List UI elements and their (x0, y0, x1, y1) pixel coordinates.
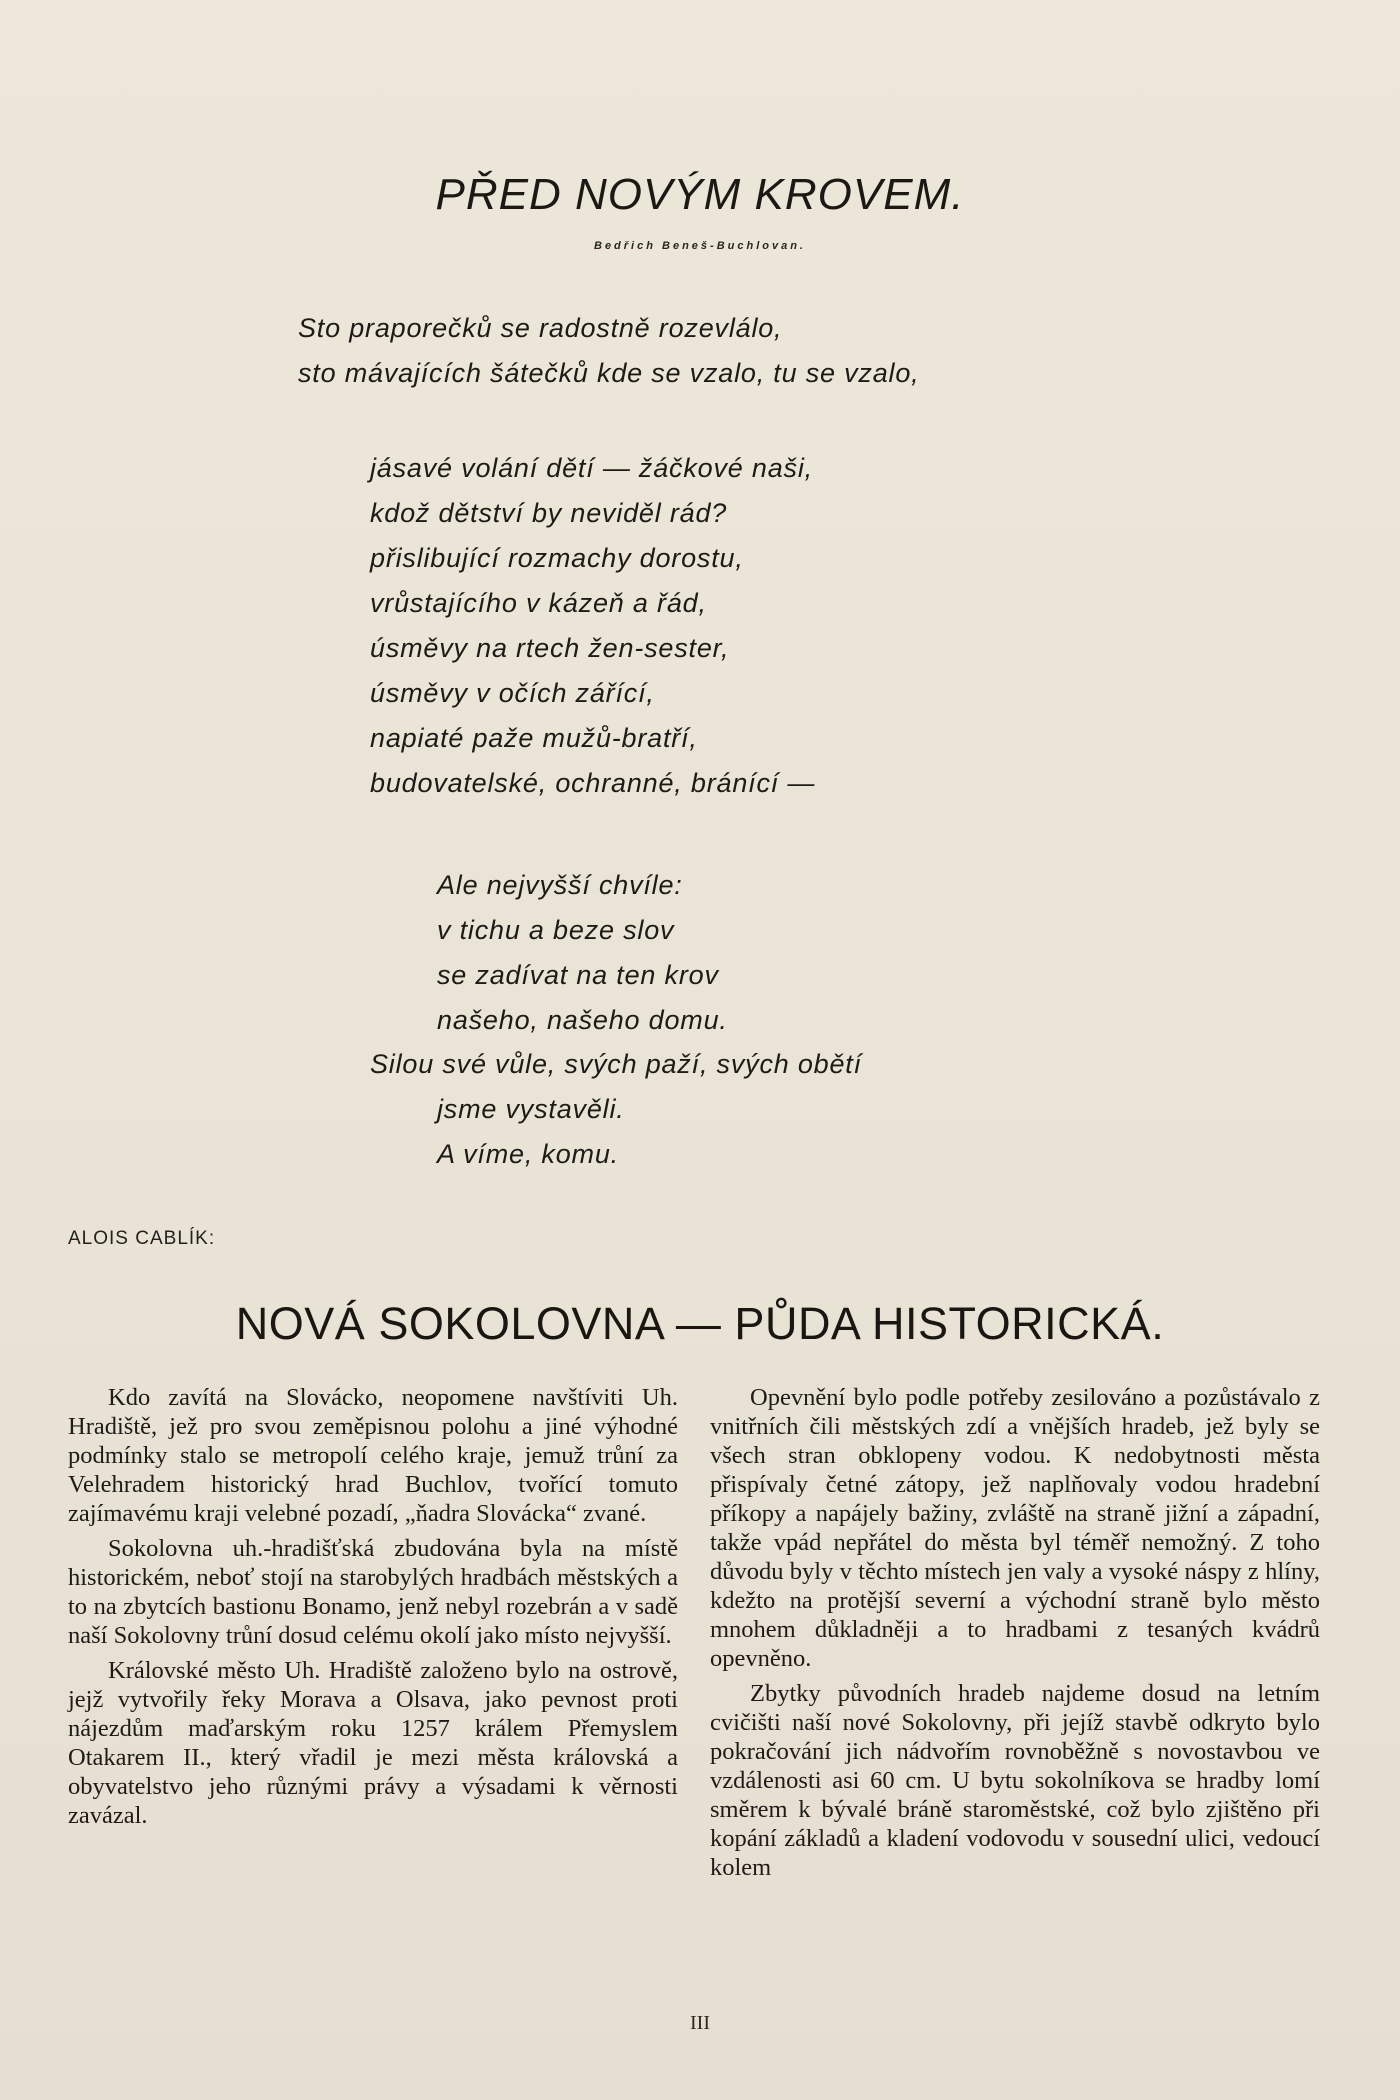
poem-line: našeho, našeho domu. (437, 1005, 728, 1035)
poem-stanza-4 (370, 1042, 862, 1177)
article-paragraph: Opevnění bylo podle potřeby zesilováno a pozůstávalo z vnitřních čili městských zdí a vnějších hradeb, jež byly se všech stran obklopeny vodou. K nedobytnosti města přispívaly četné zátopy, jež naplňovaly vodou hradební příkopy a napájely bažiny, zvláště na straně jižní a západní, takže vpád nepřátel do města byl téměř nemožný. Z toho důvodu byly v těchto místech jen valy a vysoké náspy z hlíny, kdežto na protější severní a východní straně bylo město mnohem důkladněji a to hradbami z tesaných kvádrů opevněno. (710, 1384, 1320, 1672)
article-author: ALOIS CABLÍK: (68, 1228, 216, 1249)
poem-line: kdož dětství by neviděl rád? (370, 498, 728, 528)
poem-line: jásavé volání dětí — žáčkové naši, (370, 453, 813, 483)
poem-line: vrůstajícího v kázeň a řád, (370, 588, 707, 618)
poem-author: Bedřich Beneš-Buchlovan. (594, 240, 806, 252)
poem-line: sto mávajících šátečků kde se vzalo, tu se vzalo, (298, 358, 920, 388)
article-paragraph: Kdo zavítá na Slovácko, neopomene navštíviti Uh. Hradiště, jež pro svou zeměpisnou polohu a jiné výhodné podmínky stalo se metropolí celého kraje, jemuž trůní za Velehradem historický hrad Buchlov, tvořící tomuto zajímavému kraji velebné pozadí, „ňadra Slovácka“ zvané. (68, 1384, 678, 1527)
poem-line: úsměvy na rtech žen-sester, (370, 633, 730, 663)
poem-line: A víme, komu. (437, 1139, 619, 1169)
poem-line: Silou své vůle, svých paží, svých obětí (370, 1049, 862, 1079)
article-paragraph: Zbytky původních hradeb najdeme dosud na letním cvičišti naší nové Sokolovny, při jejíž stavbě odkryto bylo pokračování jich nádvořím rovnoběžně s novostavbou ve vzdálenosti asi 60 cm. U bytu sokolníkova se hradby lomí směrem k bývalé bráně staroměstské, což bylo zjištěno při kopání základů a kladení vodovodu v sousední ulici, vedoucí kolem (710, 1680, 1320, 1881)
poem-line: Sto praporečků se radostně rozevlálo, (298, 313, 783, 343)
article-paragraph: Sokolovna uh.-hradišťská zbudována byla na místě historickém, neboť stojí na starobylých hradbách městských a to na zbytcích bastionu Bonamo, jenž nebyl rozebrán a v sadě naší Sokolovny trůní dosud celému okolí jako místo nejvyšší. (68, 1535, 678, 1649)
article-left-column (68, 1383, 678, 1836)
article-paragraph: Královské město Uh. Hradiště založeno bylo na ostrově, jejž vytvořily řeky Morava a Olsava, jako pevnost proti nájezdům maďarským roku 1257 králem Přemyslem Otakarem II., který vřadil je mezi města královská a obyvatelstvo jeho různými právy a výsadami k věrnosti zavázal. (68, 1657, 678, 1829)
poem-line: v tichu a beze slov (437, 915, 675, 945)
poem-stanza-1 (298, 306, 919, 396)
poem-stanza-2 (370, 446, 815, 806)
poem-line: úsměvy v očích zářící, (370, 678, 655, 708)
poem-title: PŘED NOVÝM KROVEM. (435, 170, 965, 219)
poem-line: Ale nejvyšší chvíle: (437, 870, 683, 900)
article-right-column (710, 1383, 1320, 1888)
page-number: III (690, 2012, 710, 2034)
article-title: NOVÁ SOKOLOVNA — PŮDA HISTORICKÁ. (235, 1298, 1165, 1349)
poem-stanza-3 (437, 863, 728, 1043)
poem-line: přislibující rozmachy dorostu, (370, 543, 744, 573)
poem-line: budovatelské, ochranné, bránící — (370, 768, 816, 798)
poem-line: se zadívat na ten krov (437, 960, 719, 990)
poem-line: napiaté paže mužů-bratří, (370, 723, 698, 753)
poem-line: jsme vystavěli. (437, 1094, 625, 1124)
